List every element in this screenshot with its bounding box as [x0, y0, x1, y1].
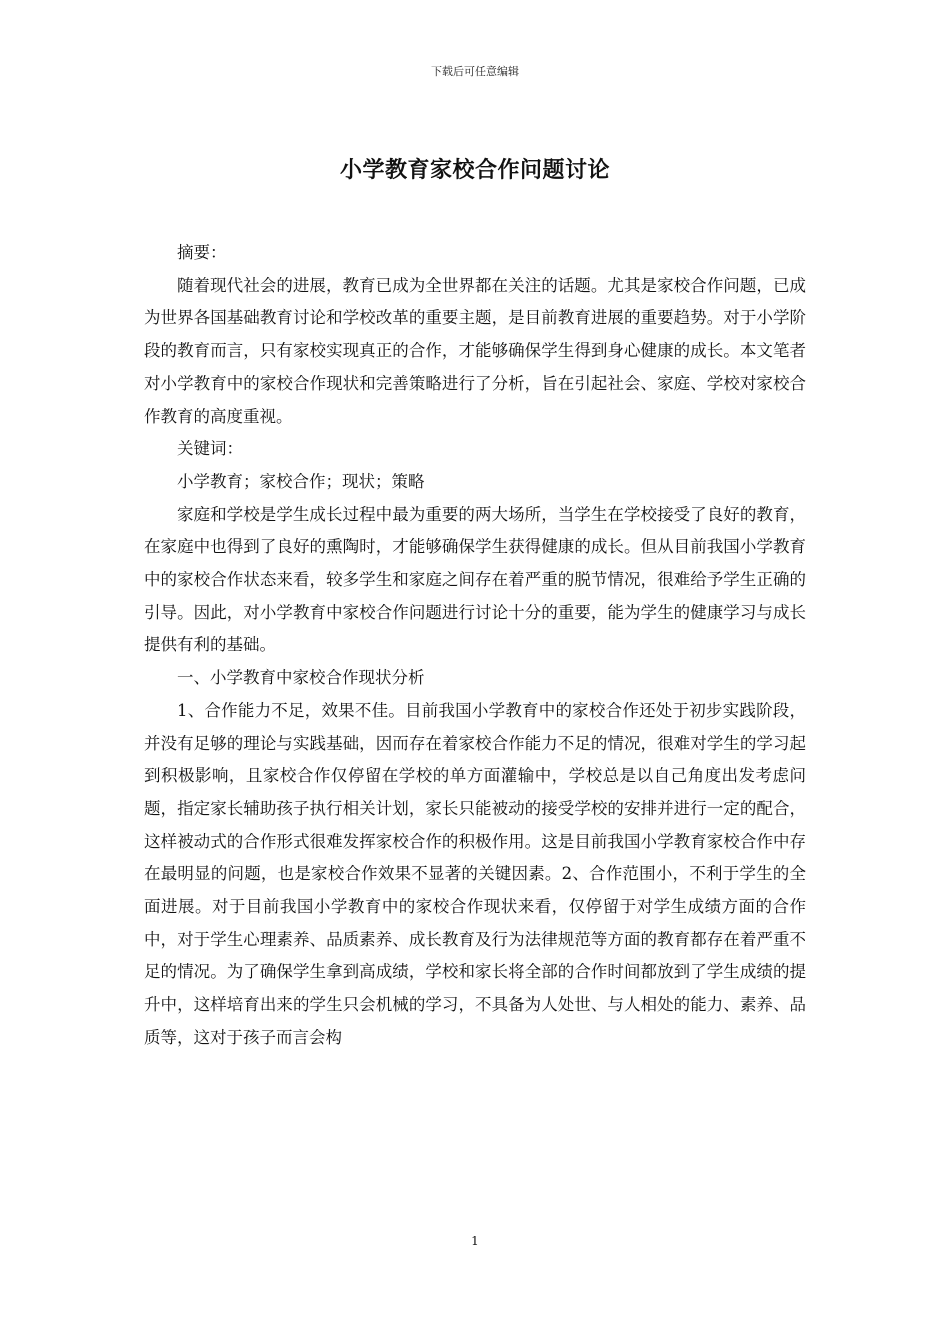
abstract-label: 摘要： [177, 243, 227, 262]
keywords-text: 小学教育；家校合作；现状；策略 [177, 471, 425, 491]
document-body [144, 237, 806, 1055]
section-paragraph: 1、合作能力不足，效果不佳。目前我国小学教育中的家校合作还处于初步实践阶段，并没有足够的理论与实践基础，因而存在着家校合作能力不足的情况，很难对学生的学习起到积极影响，且家校合作仅停留在学校的单方面灌输中，学校总是以自己角度出发考虑问题，指定家长辅助孩子执行相关计划，家长只能被动的接受学校的安排并进行一定的配合，这样被动式的合作形式很难发挥家校合作的积极作用。这是目前我国小学教育家校合作中存在最明显的问题，也是家校合作效果不显著的关键因素。2、合作范围小，不利于学生的全面进展。对于目前我国小学教育中的家校合作现状来看，仅停留于对学生成绩方面的合作中，对于学生心理素养、品质素养、成长教育及行为法律规范等方面的教育都存在着严重不足的情况。为了确保学生拿到高成绩，学校和家长将全部的合作时间都放到了学生成绩的提升中，这样培育出来的学生只会机械的学习，不具备为人处世、与人相处的能力、素养、品质等，这对于孩子而言会构 [144, 700, 806, 1047]
keywords-label: 关键词： [177, 439, 243, 459]
page-number: 1 [471, 1234, 479, 1248]
section-heading: 一、小学教育中家校合作现状分析 [177, 668, 425, 688]
intro-paragraph: 家庭和学校是学生成长过程中最为重要的两大场所，当学生在学校接受了良好的教育，在家庭中也得到了良好的熏陶时，才能够确保学生获得健康的成长。但从目前我国小学教育中的家校合作状态来看，较多学生和家庭之间存在着严重的脱节情况，很难给予学生正确的引导。因此，对小学教育中家校合作问题进行讨论十分的重要，能为学生的健康学习与成长提供有利的基础。 [144, 504, 806, 655]
document-title: 小学教育家校合作问题讨论 [339, 157, 610, 183]
abstract-paragraph: 随着现代社会的进展，教育已成为全世界都在关注的话题。尤其是家校合作问题，已成为世界各国基础教育讨论和学校改革的重要主题，是目前教育进展的重要趋势。对于小学阶段的教育而言，只有家校实现真正的合作，才能够确保学生得到身心健康的成长。本文笔者对小学教育中的家校合作现状和完善策略进行了分析，旨在引起社会、家庭、学校对家校合作教育的高度重视。 [144, 275, 806, 426]
page-header-note: 下载后可任意编辑 [431, 65, 519, 78]
